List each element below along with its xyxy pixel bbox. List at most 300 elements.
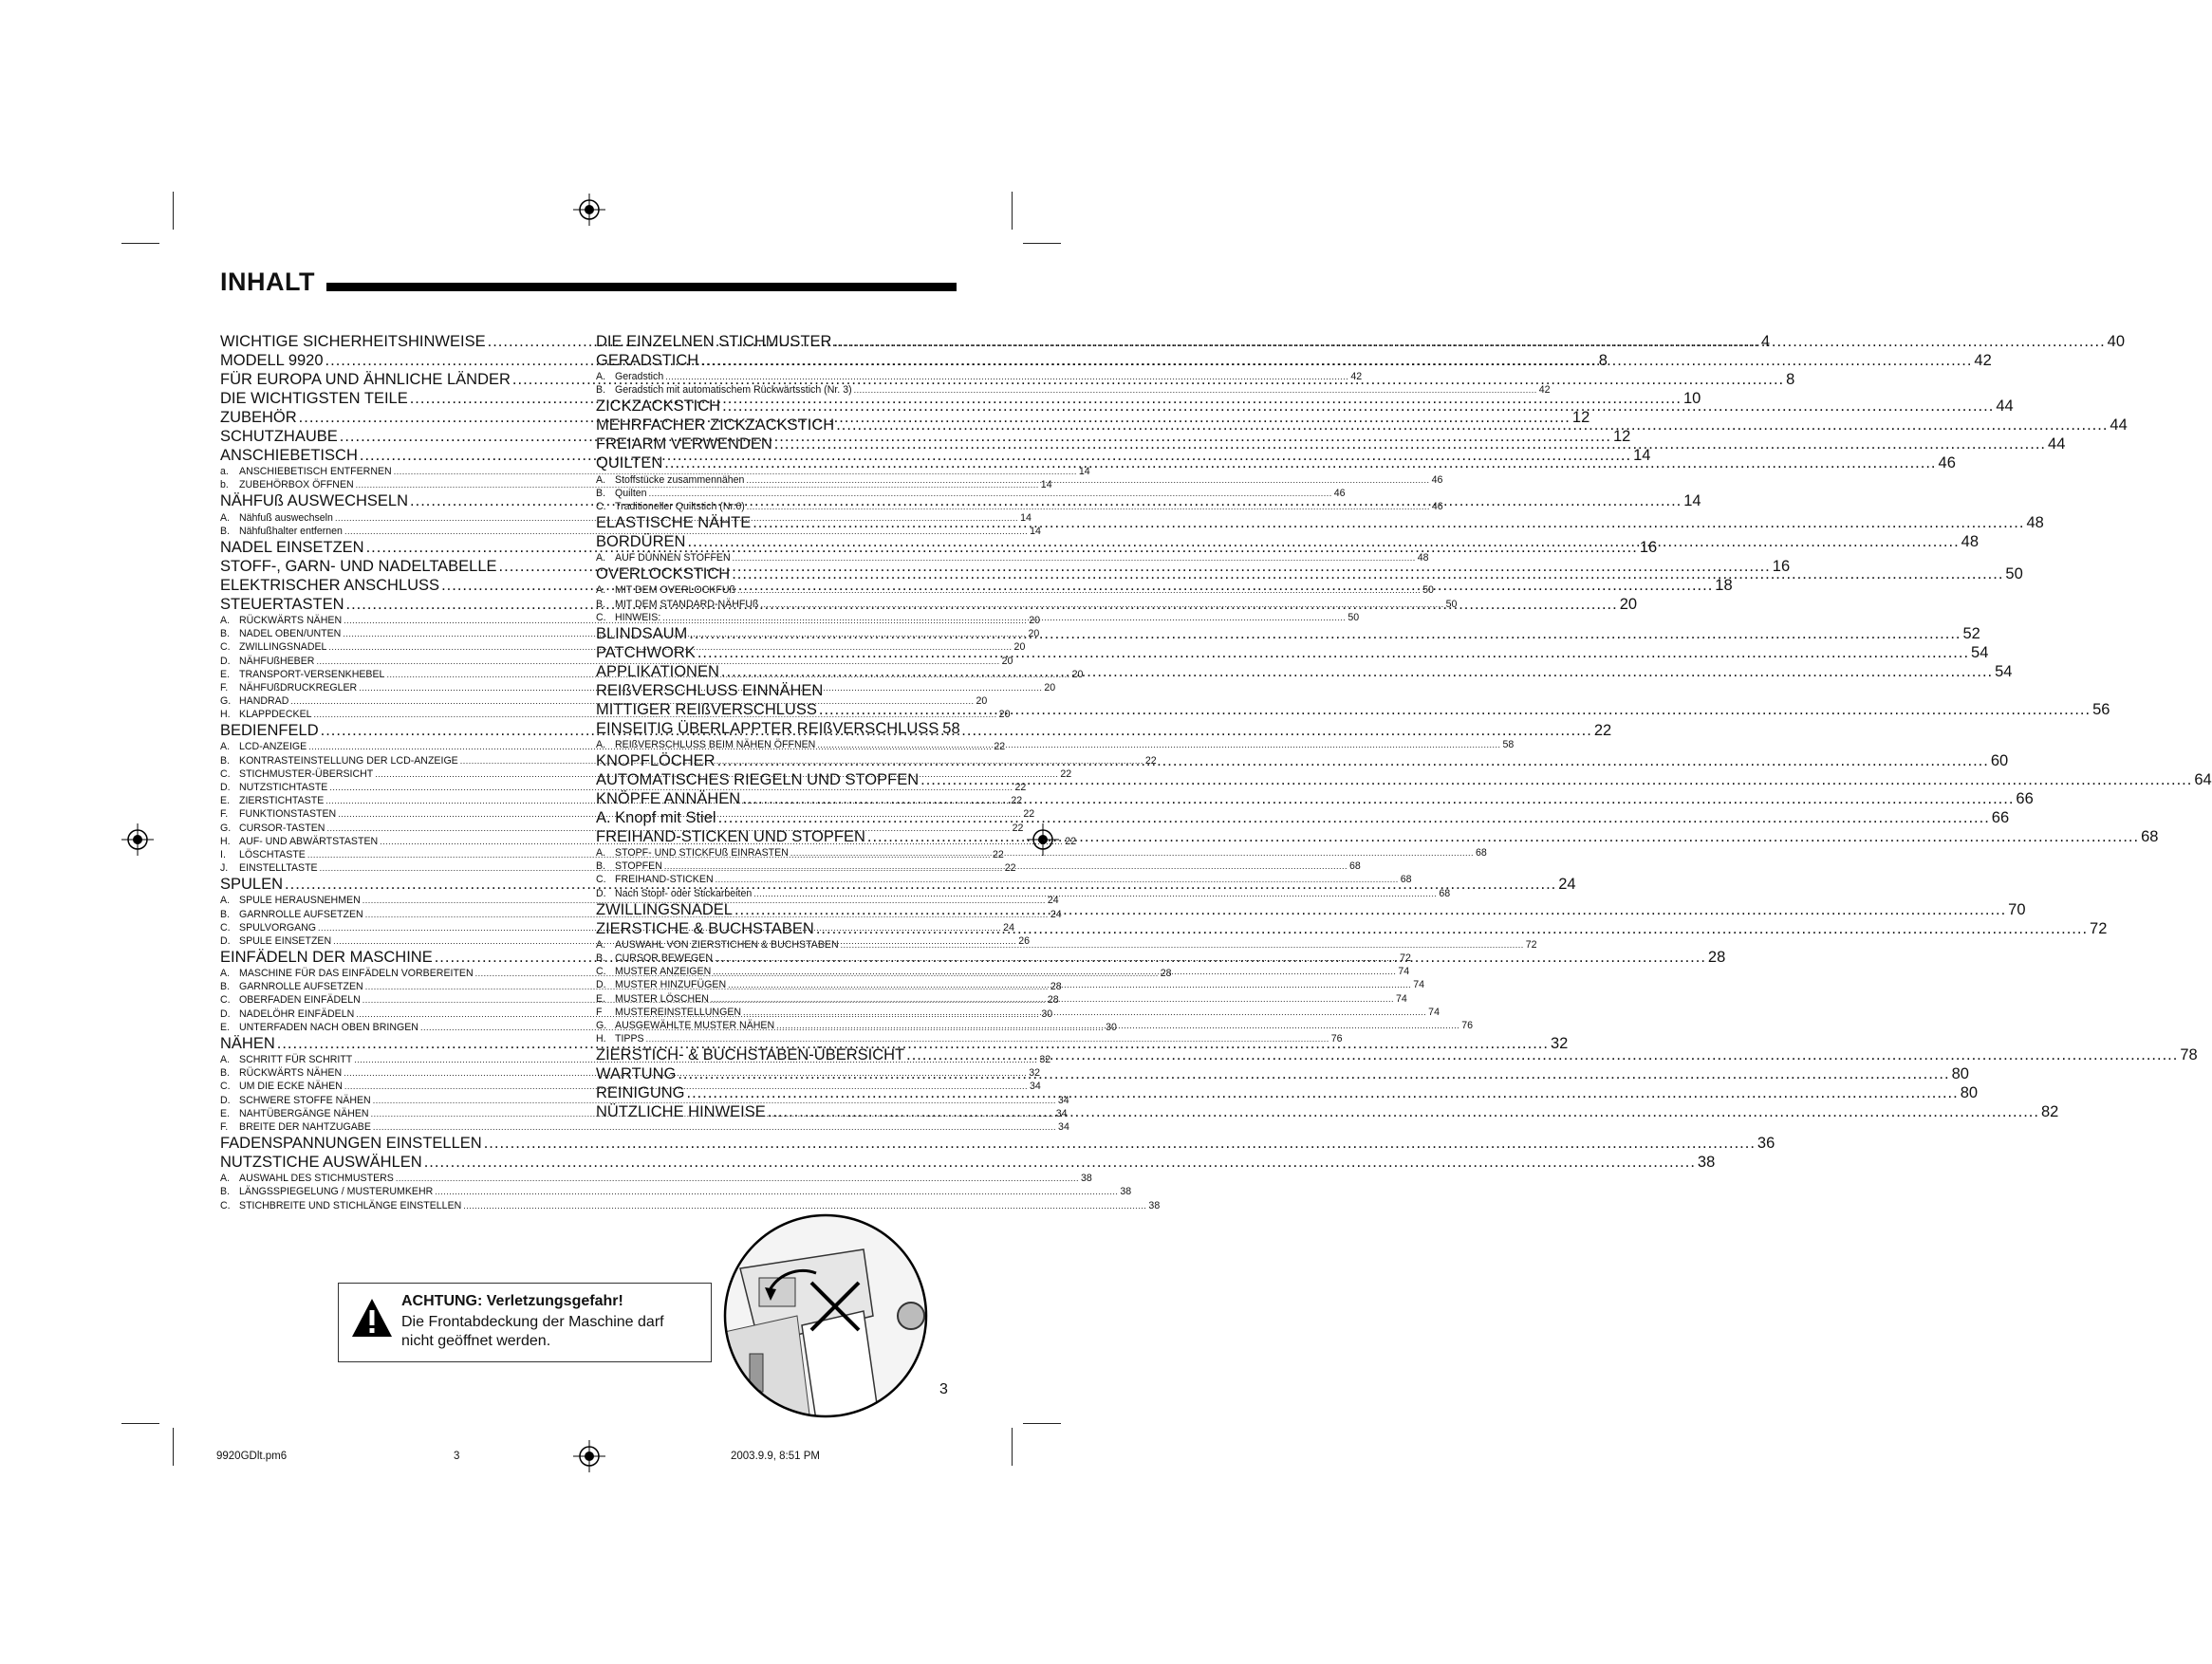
toc-entry-label: FADENSPANNUNGEN EINSTELLEN	[220, 1134, 482, 1152]
toc-entry-page: 74	[1398, 966, 1410, 978]
toc-entry-label	[220, 1066, 342, 1080]
toc-entry-page: 22	[1012, 822, 1024, 834]
toc-entry-text: Quilten	[615, 487, 647, 499]
toc-leader-dots	[753, 887, 1437, 900]
toc-entry-index: C.	[220, 641, 231, 654]
toc-entry-index: G.	[220, 695, 232, 708]
toc-entry-index: A.	[220, 968, 231, 980]
toc-leader-dots	[687, 1083, 1959, 1102]
toc-entry-page: 48	[1961, 532, 1980, 550]
toc-entry-text: Nach Stopf- oder Stickarbeiten	[615, 887, 753, 899]
toc-leader-dots	[728, 978, 1411, 991]
toc-entry-text: AUF DÜNNEN STOFFEN	[615, 552, 731, 564]
toc-entry-page: 64	[2194, 770, 2212, 788]
toc-entry-page: 48	[2026, 513, 2044, 531]
toc-entry-label	[220, 640, 326, 654]
toc-entry-page: 22	[1593, 722, 1612, 740]
toc-entry-label	[596, 1019, 774, 1032]
toc-entry-text: HINWEIS:	[615, 611, 661, 623]
toc-entry-label	[596, 583, 735, 597]
toc-entry-page: 8	[1598, 352, 1608, 369]
toc-entry-page: 66	[2016, 789, 2034, 807]
toc-leader-dots	[737, 583, 1421, 597]
toc-entry-label: BORDÜREN	[596, 532, 686, 550]
toc-entry-page: 20	[998, 709, 1011, 721]
toc-entry-label	[596, 1006, 741, 1019]
toc-entry-label	[596, 965, 711, 978]
warning-heading: ACHTUNG: Verletzungsgefahr!	[401, 1293, 623, 1309]
footer-page: 3	[454, 1451, 460, 1462]
toc-entry-page: 14	[1040, 479, 1052, 491]
toc-entry-page: 22	[1023, 808, 1035, 821]
toc-entry-label: ANSCHIEBETISCH	[220, 447, 358, 464]
warning-icon	[350, 1297, 394, 1340]
toc-entry-label	[596, 370, 663, 383]
toc-entry-index: C.	[220, 1081, 231, 1093]
toc-entry-text: TIPPS	[615, 1033, 644, 1045]
toc-entry-label: FREIARM VERWENDEN	[596, 435, 772, 453]
toc-entry[interactable]	[220, 1153, 1716, 1172]
toc-entry-text: GARNROLLE AUFSETZEN	[239, 908, 363, 920]
toc-subentry[interactable]	[596, 487, 1346, 500]
crop-mark	[1012, 1428, 1013, 1466]
toc-entry-label	[220, 934, 331, 948]
toc-entry[interactable]	[596, 332, 2126, 351]
toc-entry-label: KNÖPFE ANNÄHEN	[596, 789, 741, 807]
toc-subentry[interactable]	[596, 597, 1458, 610]
toc-entry-text: TRANSPORT-VERSENKHEBEL	[239, 668, 385, 680]
toc-entry-label: MITTIGER REIßVERSCHLUSS	[596, 700, 817, 718]
toc-leader-dots	[776, 1019, 1459, 1032]
toc-subentry[interactable]	[220, 525, 1041, 538]
toc-entry-page: 10	[1682, 390, 1701, 407]
toc-entry-text: STICHMUSTER-ÜBERSICHT	[239, 767, 374, 780]
toc-entry-text: UNTERFADEN NACH OBEN BRINGEN	[239, 1021, 418, 1033]
toc-entry-page: 22	[1065, 835, 1077, 847]
toc-leader-dots	[646, 1032, 1329, 1045]
toc-entry-label	[220, 1172, 394, 1185]
toc-entry-index: D.	[596, 887, 606, 899]
toc-entry-page: 12	[1571, 409, 1590, 426]
toc-leader-dots	[678, 1064, 1949, 1083]
warning-box	[338, 1283, 712, 1362]
toc-entry-page: 18	[1715, 576, 1733, 594]
toc-entry-text: OBERFADEN EINFÄDELN	[239, 994, 361, 1007]
toc-entry-index: B.	[220, 1067, 231, 1080]
toc-entry-page: 4	[1760, 333, 1771, 350]
toc-entry-page: 80	[1960, 1084, 1979, 1102]
toc-entry-label: FÜR EUROPA UND ÄHNLICHE LÄNDER	[220, 371, 511, 388]
toc-entry-index: B.	[220, 628, 231, 640]
toc-entry-label	[220, 822, 325, 835]
toc-entry-index: C.	[220, 994, 231, 1007]
toc-leader-dots	[716, 873, 1399, 886]
toc-entry-page: 20	[1029, 614, 1041, 626]
toc-entry-label: NÜTZLICHE HINWEISE	[596, 1103, 766, 1121]
toc-entry-text: CURSOR-TASTEN	[239, 822, 325, 834]
toc-subentry[interactable]	[220, 1198, 1161, 1211]
toc-entry-label	[220, 668, 384, 681]
toc-entry-page: 54	[1995, 662, 2013, 680]
toc-entry-label	[220, 894, 361, 907]
front-cover-illustration	[721, 1211, 930, 1420]
toc-subentry[interactable]	[220, 1185, 1132, 1198]
toc-leader-dots	[689, 624, 1961, 643]
toc-entry-text: MUSTEREINSTELLUNGEN	[615, 1006, 742, 1018]
toc-entry-label	[596, 992, 709, 1006]
toc-entry-page: 72	[2090, 919, 2108, 937]
toc-entry-text: RÜCKWÄRTS NÄHEN	[239, 614, 343, 626]
crop-mark	[1023, 1423, 1061, 1424]
toc-entry-text: STOPFEN	[615, 860, 662, 873]
toc-heading[interactable]	[596, 681, 949, 700]
toc-entry-label	[596, 738, 815, 751]
toc-entry-page: 32	[1039, 1054, 1051, 1065]
toc-entry-index: C.	[220, 767, 231, 780]
toc-subentry[interactable]	[596, 886, 1451, 899]
toc-leader-dots	[484, 1134, 1756, 1153]
toc-leader-dots	[732, 564, 2003, 583]
toc-entry-label: NADEL EINSETZEN	[220, 538, 364, 556]
toc-entry-label	[220, 511, 333, 525]
toc-entry-page: 28	[1160, 968, 1172, 980]
toc-entry-text: AUSGEWÄHLTE MUSTER NÄHEN	[615, 1019, 775, 1031]
toc-entry-label	[220, 478, 354, 491]
toc-leader-dots	[733, 551, 1416, 564]
toc-leader-dots	[396, 1172, 1079, 1185]
toc-entry-label	[220, 525, 343, 538]
toc-entry-page: 46	[1431, 473, 1443, 486]
toc-entry-page: 34	[1057, 1094, 1069, 1106]
toc-entry-text: MIT DEM OVERLOCKFUß	[615, 584, 735, 597]
toc-entry-page: 74	[1413, 979, 1425, 991]
title-row	[220, 268, 957, 305]
toc-entry-text: NADEL OBEN/UNTEN	[239, 628, 342, 640]
toc-entry-page: 68	[1439, 887, 1451, 899]
toc-leader-dots	[753, 513, 2024, 532]
toc-entry-page: 14	[1683, 492, 1701, 510]
toc-entry-page: 42	[1974, 352, 1992, 369]
toc-subentry[interactable]	[596, 500, 1443, 513]
toc-entry-page: 46	[1431, 500, 1443, 512]
registration-mark-icon	[121, 823, 154, 856]
crop-mark	[121, 1423, 159, 1424]
toc-entry-page: 16	[1772, 557, 1791, 575]
toc-leader-dots	[816, 919, 2088, 938]
toc-entry-index: E.	[220, 795, 231, 807]
toc-entry-index: C.	[220, 1199, 231, 1211]
toc-entry-label	[220, 1185, 433, 1198]
toc-entry-index: D.	[220, 782, 231, 793]
toc-entry-index: C.	[596, 611, 606, 623]
toc-leader-dots	[711, 992, 1394, 1006]
toc-entry-index: E.	[220, 1107, 231, 1119]
toc-entry-index: F.	[220, 1120, 229, 1133]
toc-entry-page: 74	[1428, 1006, 1440, 1018]
toc-entry-label: EINFÄDELN DER MASCHINE	[220, 948, 433, 966]
toc-subentry[interactable]	[220, 1120, 1069, 1134]
toc-subentry[interactable]	[596, 952, 1411, 965]
toc-entry-text: HANDRAD	[239, 695, 289, 708]
toc-entry-label: WARTUNG	[596, 1065, 677, 1083]
toc-entry-label	[220, 848, 306, 861]
toc-leader-dots	[664, 860, 1348, 873]
toc-entry-label	[596, 1032, 644, 1045]
toc-entry-index: B.	[220, 908, 231, 920]
toc-entry-page: 8	[1786, 371, 1795, 388]
toc-entry-page: 16	[1639, 538, 1658, 556]
toc-subentry[interactable]	[596, 1032, 1343, 1045]
toc-entry-page: 22	[992, 848, 1004, 860]
toc-entry-label: ZUBEHÖR	[220, 409, 297, 426]
toc-entry-label	[220, 980, 363, 993]
toc-subentry[interactable]	[220, 894, 1059, 907]
toc-entry-label	[220, 781, 327, 794]
toc-entry-label	[220, 754, 458, 767]
toc-entry-text: ZWILLINGSNADEL	[239, 641, 327, 654]
toc-entry-text: NADELÖHR EINFÄDELN	[239, 1008, 355, 1020]
toc-entry-label	[220, 1120, 371, 1134]
toc-entry-label: STOFF-, GARN- UND NADELTABELLE	[220, 557, 497, 575]
toc-entry-index: G.	[220, 822, 232, 834]
toc-entry-page: 12	[1612, 428, 1631, 445]
toc-entry-index: I.	[220, 848, 226, 860]
toc-entry-text: SCHRITT FÜR SCHRITT	[239, 1054, 353, 1065]
toc-entry-page: 24	[1558, 876, 1576, 894]
toc-entry-page: 48	[1417, 552, 1429, 564]
toc-entry-page: 82	[2040, 1103, 2059, 1121]
toc-entry-index: B.	[220, 754, 231, 767]
toc-entry-label	[596, 611, 660, 624]
toc-entry-index: A.	[220, 1054, 231, 1065]
page-title: INHALT	[220, 268, 315, 296]
toc-entry-label	[596, 551, 731, 564]
toc-entry-label	[596, 978, 726, 991]
toc-entry-text: Geradstich	[615, 371, 664, 383]
toc-leader-dots	[906, 1045, 2178, 1064]
toc-entry-page: 32	[1550, 1034, 1569, 1052]
toc-entry-page: 22	[1144, 754, 1157, 767]
toc-leader-dots	[721, 662, 1993, 681]
warning-line: Die Frontabdeckung der Maschine darf	[401, 1314, 664, 1330]
toc-entry-label: FREIHAND-STICKEN UND STOPFEN	[596, 827, 865, 845]
crop-mark	[121, 243, 159, 244]
toc-entry-label	[220, 1107, 369, 1120]
toc-entry-text: ANSCHIEBETISCH ENTFERNEN	[239, 466, 392, 478]
crop-mark	[1023, 243, 1061, 244]
toc-entry-page: 50	[1445, 598, 1458, 610]
toc-entry-page: 44	[2048, 435, 2066, 453]
toc-subentry[interactable]	[596, 551, 1429, 564]
toc-entry-text: EINSTELLTASTE	[239, 862, 318, 875]
toc-entry-index: B.	[596, 384, 606, 397]
toc-entry-text: Nähfußhalter entfernen	[239, 525, 343, 537]
toc-entry-label	[596, 846, 789, 860]
toc-entry-text: LÖSCHTASTE	[239, 848, 306, 860]
toc-entry-label	[220, 1021, 418, 1034]
toc-entry-page: 22	[1004, 862, 1016, 875]
toc-entry-index: E.	[596, 992, 606, 1005]
toc-entry-index: B.	[220, 981, 231, 993]
toc-entry-label	[220, 767, 373, 781]
toc-entry-label	[220, 614, 342, 627]
toc-entry-page: 28	[1707, 948, 1726, 966]
toc-entry-label	[596, 473, 744, 487]
toc-entry-page: 80	[1951, 1065, 1969, 1083]
toc-leader-dots	[920, 770, 2192, 789]
toc-entry-label	[596, 938, 839, 952]
toc-entry-index: A.	[596, 938, 606, 951]
toc-entry-page: 22	[1014, 782, 1027, 793]
toc-entry-index: A.	[596, 738, 606, 750]
toc-entry-index: E.	[220, 668, 231, 680]
toc-entry-page: 72	[1400, 952, 1411, 964]
toc-subentry[interactable]	[220, 654, 1013, 667]
warning-line: nicht geöffnet werden.	[401, 1333, 551, 1349]
toc-entry-page: 30	[1041, 1008, 1053, 1020]
toc-entry-label	[220, 835, 378, 848]
toc-leader-dots	[836, 416, 2108, 434]
toc-leader-dots	[760, 598, 1443, 611]
toc-entry-label	[220, 967, 474, 980]
toc-entry-page: 76	[1461, 1019, 1474, 1031]
toc-entry-label: REIßVERSCHLUSS EINNÄHEN	[596, 681, 824, 699]
toc-entry-index: G.	[596, 1019, 607, 1031]
toc-leader-dots	[435, 1185, 1118, 1198]
toc-entry-page: 14	[1020, 511, 1032, 524]
toc-leader-dots	[722, 397, 1994, 416]
toc-entry-index: C.	[596, 874, 606, 886]
toc-entry-index: A.	[596, 371, 606, 383]
toc-entry-label: ELEKTRISCHER ANSCHLUSS	[220, 576, 440, 594]
toc-entry-page: 50	[1348, 611, 1360, 623]
toc-entry-label	[220, 694, 288, 708]
toc-entry-page: 24	[1050, 908, 1062, 920]
toc-leader-dots	[715, 952, 1398, 965]
toc-entry-page: 58	[942, 719, 960, 737]
toc-entry-page: 20	[1001, 655, 1013, 667]
toc-entry-index: C.	[596, 500, 606, 512]
toc-entry-label: ELASTISCHE NÄHTE	[596, 513, 752, 531]
toc-entry-index: A.	[596, 584, 606, 597]
toc-entry-index: B.	[596, 860, 606, 873]
crop-mark	[1012, 192, 1013, 230]
toc-entry-index: A.	[596, 847, 606, 860]
toc-entry-page: 28	[1050, 981, 1062, 993]
toc-entry-page: 24	[1047, 895, 1059, 907]
toc-entry[interactable]	[596, 351, 1992, 370]
toc-leader-dots	[662, 611, 1346, 624]
toc-subentry[interactable]	[596, 583, 1434, 597]
toc-entry-text: Stoffstücke zusammennähen	[615, 473, 745, 486]
toc-leader-dots	[697, 643, 1969, 662]
toc-entry-text: NAHTÜBERGÄNGE NÄHEN	[239, 1107, 369, 1119]
toc-entry-index: A.	[220, 511, 231, 524]
toc-subentry[interactable]	[596, 370, 1363, 383]
toc-entry-label: SPULEN	[220, 876, 284, 894]
crop-mark	[173, 192, 174, 230]
toc-leader-dots	[700, 351, 1972, 370]
toc-entry-label	[596, 887, 752, 900]
toc-entry-text: SPULVORGANG	[239, 921, 317, 934]
title-rule	[326, 283, 957, 291]
toc-entry-text: LCD-ANZEIGE	[239, 741, 307, 753]
toc-entry-page: 36	[1757, 1134, 1775, 1152]
toc-entry-page: 14	[1030, 525, 1041, 537]
toc-leader-dots	[790, 846, 1474, 860]
toc-entry-text: STOPF- UND STICKFUß EINRASTEN	[615, 847, 789, 860]
toc-leader-dots	[743, 1006, 1426, 1019]
toc-entry-text: GARNROLLE AUFSETZEN	[239, 981, 363, 993]
toc-subentry[interactable]	[596, 383, 1551, 397]
toc-entry-text: MUSTER HINZUFÜGEN	[615, 979, 727, 991]
toc-subentry[interactable]	[596, 873, 1412, 886]
toc-entry-text: MUSTER LÖSCHEN	[615, 992, 709, 1005]
toc-entry-label	[220, 1199, 461, 1212]
toc-entry-page: 42	[1538, 384, 1551, 397]
toc-subentry[interactable]	[220, 821, 1024, 834]
toc-entry-text: FUNKTIONSTASTEN	[239, 808, 337, 821]
toc-entry-label	[220, 794, 324, 807]
footer-filename: 9920GDlt.pm6	[216, 1451, 288, 1462]
toc-entry-index: D.	[220, 934, 231, 947]
toc-entry-index: A.	[220, 741, 231, 753]
toc-entry-index: H.	[220, 835, 231, 847]
toc-leader-dots	[373, 1120, 1056, 1134]
toc-subentry[interactable]	[220, 781, 1027, 794]
toc-entry-page: 76	[1330, 1033, 1343, 1045]
toc-leader-dots	[664, 453, 1936, 472]
toc-subentry[interactable]	[220, 1172, 1092, 1185]
toc-subentry[interactable]	[220, 694, 988, 708]
toc-entry-label: REINIGUNG	[596, 1084, 685, 1102]
toc-entry-label	[220, 908, 363, 921]
toc-entry-index: D.	[220, 1008, 231, 1020]
toc-entry-index: F.	[220, 808, 229, 821]
toc-entry-label: MEHRFACHER ZICKZACKSTICH	[596, 416, 835, 434]
toc-entry-index: H.	[596, 1033, 606, 1045]
toc-leader-dots	[817, 738, 1500, 751]
toc-entry-label	[220, 681, 357, 694]
toc-entry-text: KLAPPDECKEL	[239, 709, 312, 721]
toc-entry-page: 74	[1396, 992, 1407, 1005]
toc-leader-dots	[713, 965, 1396, 978]
toc-entry-page: 52	[1962, 624, 1980, 642]
toc-entry-label	[596, 952, 713, 965]
toc-entry-index: C.	[220, 921, 231, 934]
toc-entry-label	[220, 465, 392, 478]
toc-entry-label: APPLIKATIONEN	[596, 662, 719, 680]
toc-entry-index: A.	[596, 552, 606, 564]
toc-leader-dots	[854, 383, 1537, 397]
toc-subentry[interactable]	[220, 465, 1090, 478]
toc-leader-dots	[742, 789, 2014, 808]
toc-entry-page: 14	[1633, 447, 1651, 464]
toc-entry-page: 20	[1028, 628, 1040, 640]
toc-entry-text: ZIERSTICHTASTE	[239, 795, 325, 807]
toc-entry[interactable]	[596, 719, 960, 738]
toc-entry-page: 70	[2008, 900, 2026, 918]
toc-entry-label: BLINDSAUM	[596, 624, 688, 642]
page-number: 3	[939, 1381, 948, 1397]
toc-entry-label: DIE EINZELNEN STICHMUSTER	[596, 333, 832, 350]
toc-entry[interactable]	[220, 1134, 1775, 1153]
toc-leader-dots	[463, 1199, 1146, 1212]
toc-entry-page: 34	[1058, 1120, 1069, 1133]
toc-entry-text: NÄHFUßHEBER	[239, 655, 315, 667]
toc-entry-index: A.	[220, 614, 231, 626]
toc-entry-page: 50	[1422, 584, 1434, 597]
